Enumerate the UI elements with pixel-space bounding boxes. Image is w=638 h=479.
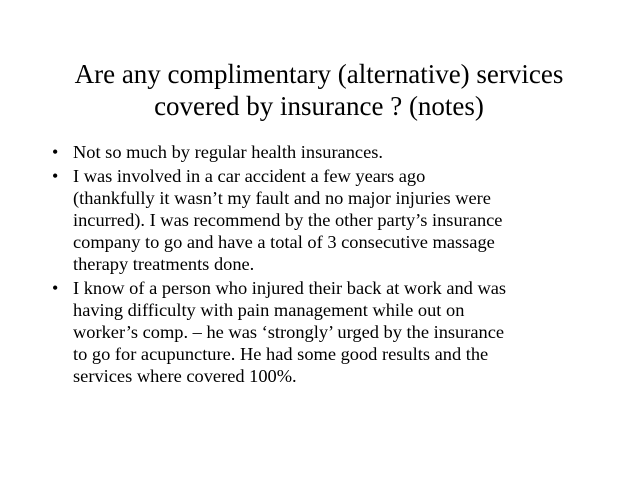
bullet-text-line: worker’s comp. – he was ‘strongly’ urged by the insurance <box>73 322 505 342</box>
bullet-text-line: to go for acupuncture. He had some good results and the <box>73 344 489 364</box>
bullet-text-line: Not so much by regular health insurances. <box>73 142 384 162</box>
bullet-icon: • <box>52 166 59 186</box>
bullet-list <box>52 141 608 389</box>
slide-title-line: covered by insurance ? (notes) <box>154 91 484 121</box>
slide-title <box>40 58 598 122</box>
bullet-item <box>52 165 608 275</box>
bullet-icon: • <box>52 278 59 298</box>
bullet-text-line: services where covered 100%. <box>73 366 297 386</box>
bullet-text-line: incurred). I was recommend by the other party’s insurance <box>73 210 503 230</box>
bullet-text-line: having difficulty with pain management while out on <box>73 300 465 320</box>
bullet-text-line: therapy treatments done. <box>73 254 255 274</box>
bullet-text-line: (thankfully it wasn’t my fault and no major injuries were <box>73 188 491 208</box>
bullet-text-line: I know of a person who injured their back at work and was <box>73 278 507 298</box>
bullet-item <box>52 141 608 163</box>
slide-title-line: Are any complimentary (alternative) services <box>74 59 564 89</box>
bullet-item <box>52 277 608 387</box>
bullet-icon: • <box>52 142 59 162</box>
bullet-text-line: I was involved in a car accident a few years ago <box>73 166 426 186</box>
bullet-text-line: company to go and have a total of 3 consecutive massage <box>73 232 495 252</box>
